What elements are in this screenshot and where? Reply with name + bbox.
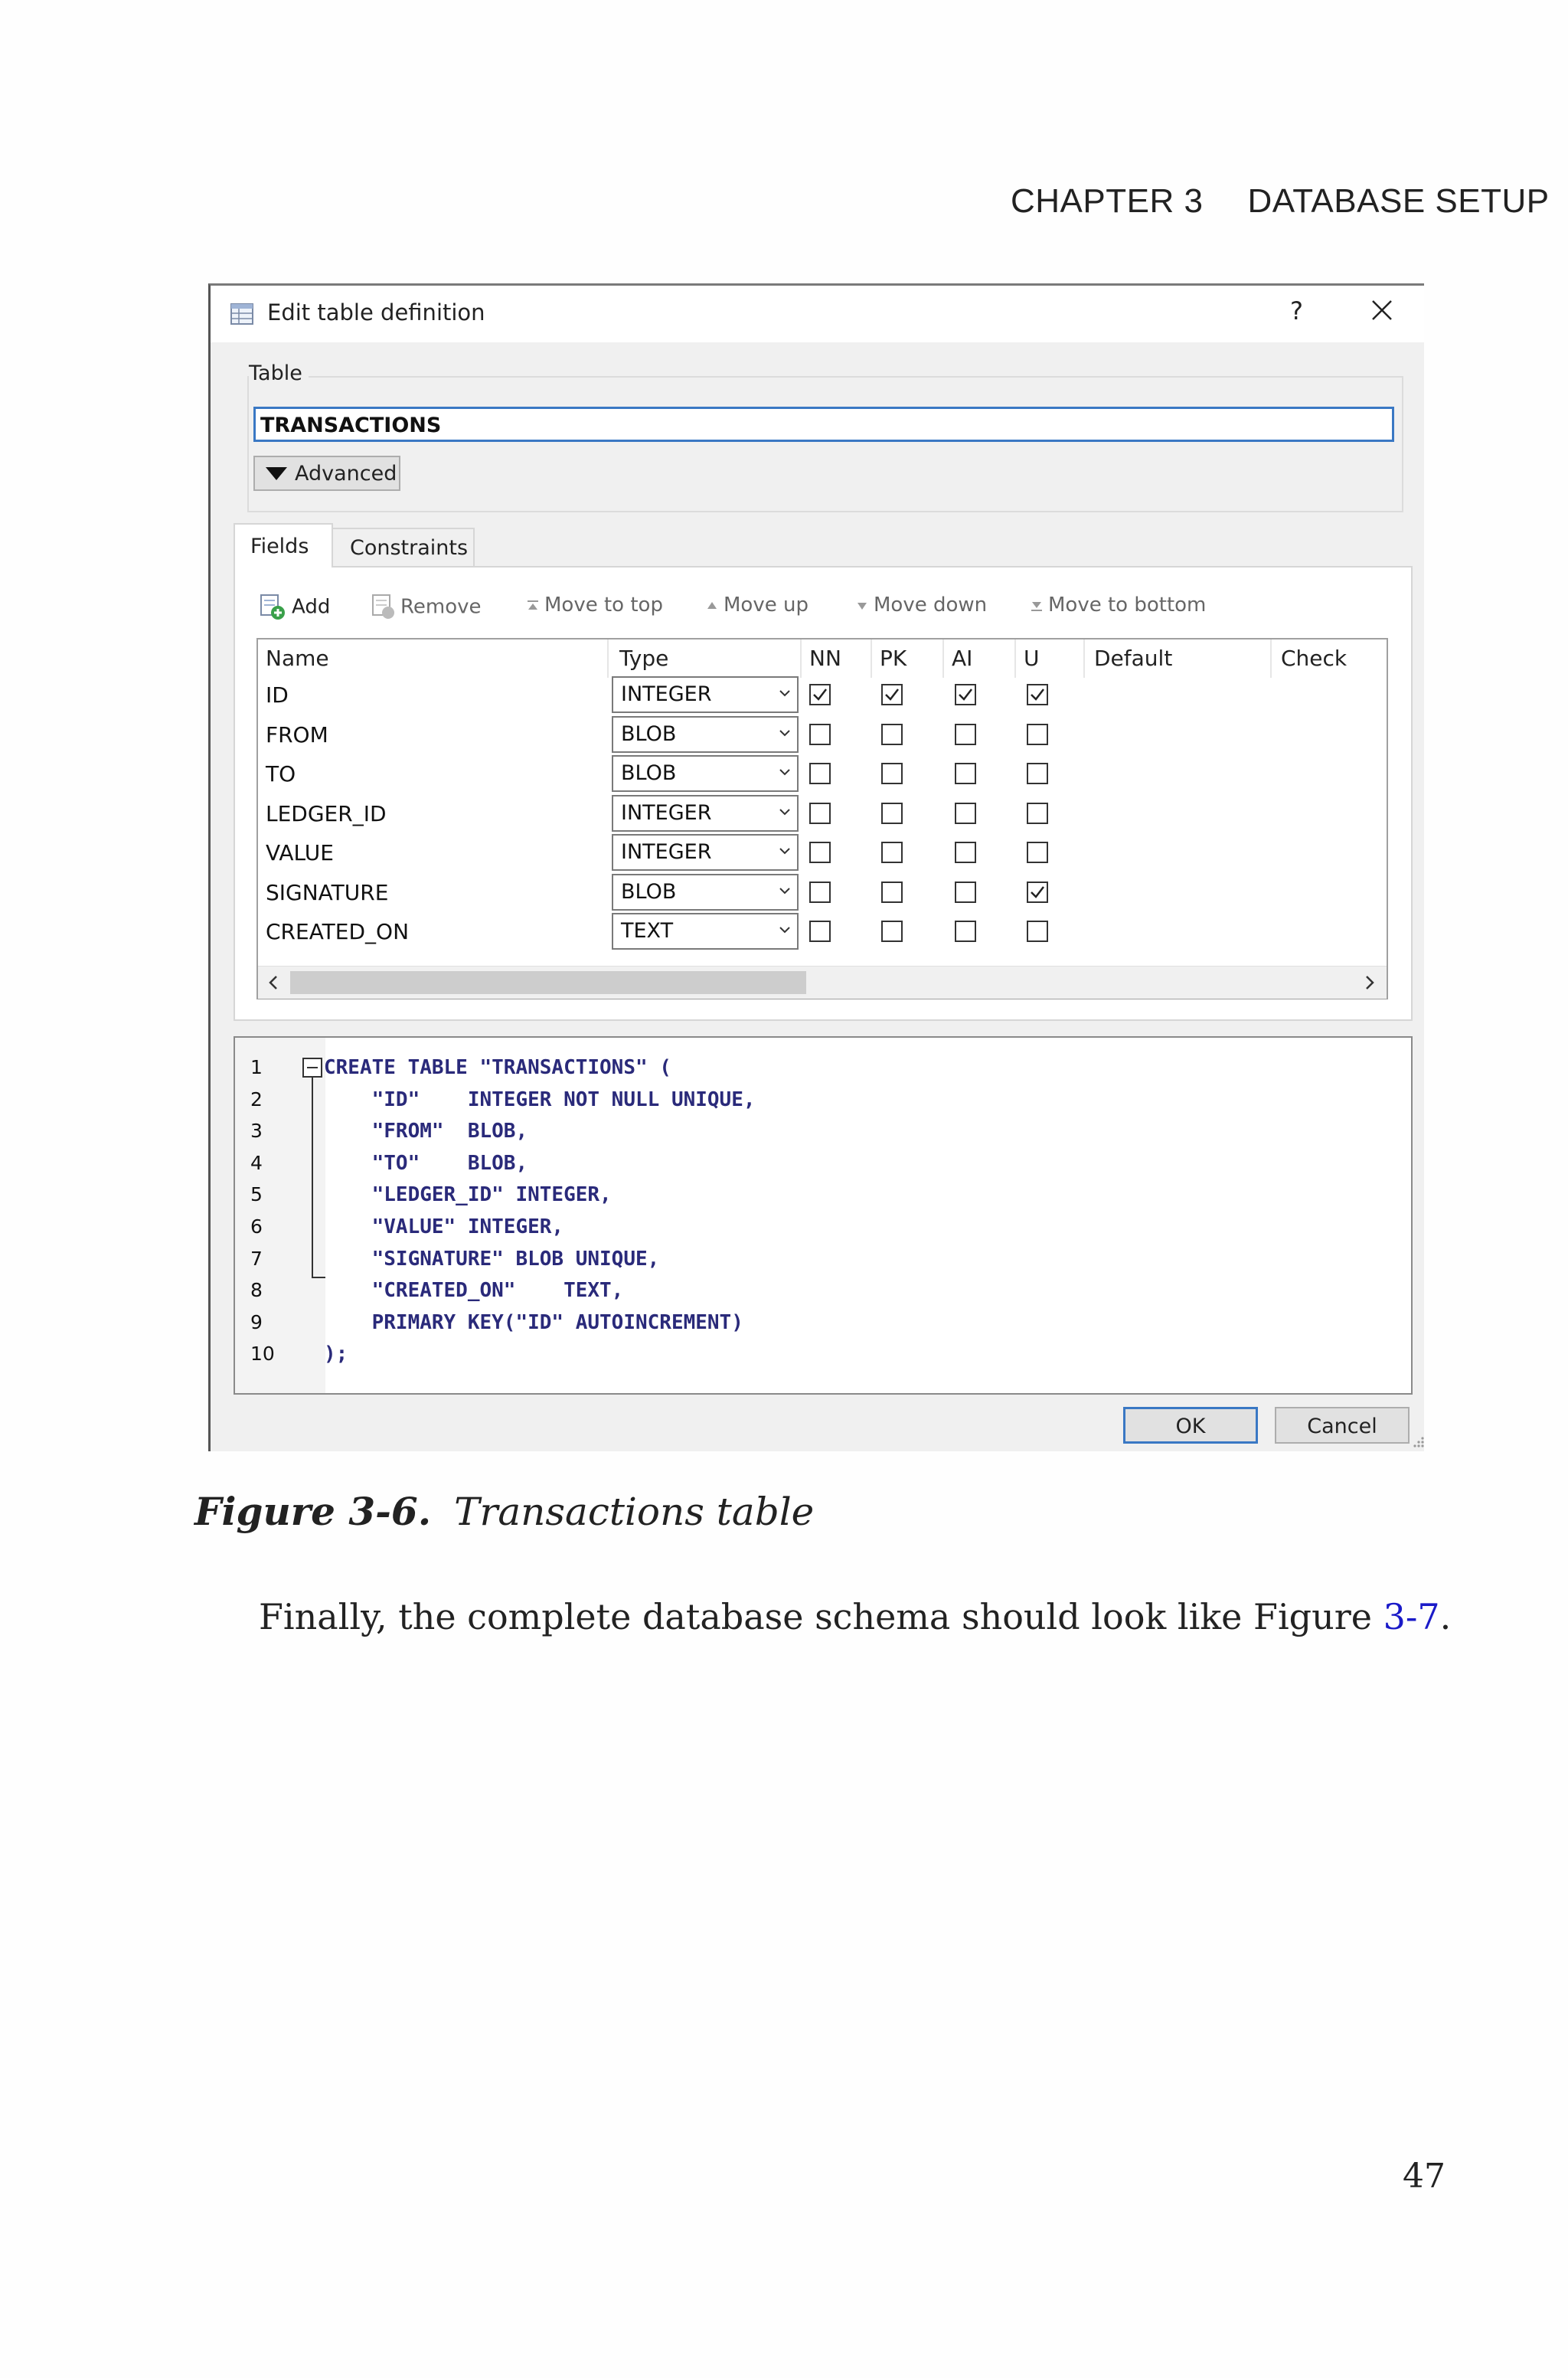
move-to-bottom-icon [1028,597,1045,614]
ai-checkbox[interactable] [955,763,976,784]
sql-code-line: PRIMARY KEY("ID" AUTOINCREMENT) [324,1310,743,1334]
check-icon [1028,685,1047,704]
close-icon[interactable] [1367,293,1397,327]
remove-field-icon [371,594,397,621]
scroll-left-icon[interactable] [266,974,281,991]
check-icon [956,685,975,704]
field-name-cell[interactable]: SIGNATURE [266,879,389,905]
figure-caption [194,1489,814,1534]
move-to-top-label: Move to top [544,594,663,617]
column-divider [871,639,872,678]
chevron-down-icon [779,806,791,818]
ok-button[interactable]: OK [1123,1407,1258,1444]
section-label: DATABASE SETUP [1247,182,1550,220]
table-name-input[interactable]: TRANSACTIONS [253,407,1394,442]
figure-title: Transactions table [454,1490,815,1534]
chevron-down-icon [779,766,791,778]
line-number: 1 [250,1056,263,1078]
resize-grip-icon[interactable] [1411,1434,1425,1448]
u-checkbox[interactable] [1027,803,1048,824]
field-type-value: INTEGER [621,800,712,825]
line-number: 6 [250,1215,263,1238]
sql-code-line: "FROM" BLOB, [324,1120,528,1143]
tab-constraints[interactable]: Constraints [333,528,475,568]
chevron-down-icon [779,687,791,699]
field-type-value: BLOB [621,761,677,785]
u-checkbox[interactable] [1027,763,1048,784]
u-checkbox[interactable] [1027,684,1048,705]
sql-code-line: "SIGNATURE" BLOB UNIQUE, [324,1247,660,1271]
sql-code-line: ); [324,1343,348,1366]
sql-code-line: "LEDGER_ID" INTEGER, [324,1183,612,1207]
column-divider [1270,639,1272,678]
remove-field-button[interactable] [371,594,482,621]
line-number: 2 [250,1088,263,1110]
field-type-value: TEXT [621,919,674,943]
column-header-check[interactable]: Check [1281,646,1348,671]
line-number: 8 [250,1279,263,1302]
table-groupbox [247,376,1403,512]
u-checkbox[interactable] [1027,921,1048,942]
column-divider [607,639,609,678]
help-button[interactable]: ? [1290,296,1303,325]
tab-fields[interactable]: Fields [234,523,333,568]
scrollbar-thumb[interactable] [290,971,806,994]
column-header-nn[interactable]: NN [809,646,841,671]
field-name-cell[interactable]: ID [266,682,289,708]
scroll-right-icon[interactable] [1362,974,1377,991]
sql-code-line: CREATE TABLE "TRANSACTIONS" ( [324,1056,671,1079]
nn-checkbox[interactable] [809,803,831,824]
pk-checkbox[interactable] [881,724,903,745]
field-type-value: INTEGER [621,840,712,864]
ai-checkbox[interactable] [955,842,976,863]
ai-checkbox[interactable] [955,921,976,942]
column-header-name[interactable]: Name [266,646,329,671]
u-checkbox[interactable] [1027,882,1048,903]
column-header-ai[interactable]: AI [952,646,973,671]
chapter-label: CHAPTER 3 [1011,182,1204,220]
u-checkbox[interactable] [1027,842,1048,863]
remove-label: Remove [400,595,482,619]
table-icon [230,303,253,325]
move-down-label: Move down [874,594,988,617]
field-name-cell[interactable]: CREATED_ON [266,919,410,944]
pk-checkbox[interactable] [881,763,903,784]
column-header-u[interactable]: U [1024,646,1040,671]
figure-reference-link[interactable]: 3-7 [1383,1596,1440,1637]
nn-checkbox[interactable] [809,684,831,705]
line-number: 5 [250,1183,263,1206]
pk-checkbox[interactable] [881,882,903,903]
fold-guide-end [312,1277,325,1278]
line-number: 9 [250,1310,263,1333]
ai-checkbox[interactable] [955,684,976,705]
check-icon [1028,883,1047,901]
pk-checkbox[interactable] [881,803,903,824]
ai-checkbox[interactable] [955,803,976,824]
line-number: 7 [250,1247,263,1270]
move-up-icon [704,597,720,614]
figure-number: Figure 3-6. [194,1489,432,1534]
dialog-title: Edit table definition [267,299,485,325]
chevron-down-icon [779,885,791,897]
nn-checkbox[interactable] [809,921,831,942]
column-divider [1014,639,1016,678]
fold-guide-line [312,1078,313,1278]
sql-code-line: "CREATED_ON" TEXT, [324,1279,624,1303]
ai-checkbox[interactable] [955,882,976,903]
column-divider [1083,639,1085,678]
nn-checkbox[interactable] [809,763,831,784]
pk-checkbox[interactable] [881,921,903,942]
check-icon [811,685,829,704]
field-type-select[interactable] [612,913,799,950]
column-divider [942,639,944,678]
move-to-bottom-label: Move to bottom [1048,594,1207,617]
add-label: Add [292,595,331,619]
column-divider [800,639,802,678]
pk-checkbox[interactable] [881,842,903,863]
nn-checkbox[interactable] [809,724,831,745]
add-field-icon [260,594,289,621]
table-group-label: Table [249,361,309,385]
move-up-label: Move up [724,594,808,617]
nn-checkbox[interactable] [809,882,831,903]
body-paragraph [259,1596,1451,1637]
field-type-select[interactable] [612,676,799,713]
move-to-bottom-button[interactable] [1028,594,1206,617]
field-type-select[interactable] [612,834,799,871]
move-down-button[interactable] [854,594,987,617]
field-type-select[interactable] [612,874,799,911]
nn-checkbox[interactable] [809,842,831,863]
move-to-top-button[interactable] [524,594,663,617]
field-type-value: BLOB [621,721,677,746]
sql-code-line: "TO" BLOB, [324,1151,528,1175]
u-checkbox[interactable] [1027,724,1048,745]
column-header-pk[interactable]: PK [880,646,907,671]
field-name-cell[interactable]: LEDGER_ID [266,800,387,826]
field-type-select[interactable] [612,795,799,832]
sql-code-line: "VALUE" INTEGER, [324,1215,564,1238]
field-type-value: INTEGER [621,682,712,706]
line-number: 10 [250,1343,275,1366]
dialog-titlebar [211,286,1424,342]
ai-checkbox[interactable] [955,724,976,745]
pk-checkbox[interactable] [881,684,903,705]
field-type-select[interactable] [612,755,799,792]
column-header-default[interactable]: Default [1094,646,1173,671]
field-name-cell[interactable]: VALUE [266,840,334,865]
line-number: 4 [250,1151,263,1174]
field-name-cell[interactable]: TO [266,761,296,787]
horizontal-scrollbar[interactable] [258,966,1387,999]
body-text-before: Finally, the complete database schema should look like Figure [259,1596,1383,1637]
move-to-top-icon [524,597,541,614]
line-number: 3 [250,1120,263,1143]
field-name-cell[interactable]: FROM [266,721,328,747]
body-text-after: . [1439,1596,1452,1637]
add-field-button[interactable] [260,594,330,621]
move-down-icon [854,597,871,614]
chevron-down-icon [779,845,791,857]
fold-collapse-icon[interactable] [302,1058,322,1078]
advanced-label: Advanced [295,462,397,486]
chevron-down-icon [779,924,791,936]
triangle-down-icon [266,467,287,480]
page-number: 47 [1403,2157,1446,2196]
chevron-down-icon [779,727,791,739]
move-up-button[interactable] [704,594,808,617]
field-type-select[interactable] [612,716,799,753]
running-header [1011,182,1550,221]
column-header-type[interactable]: Type [619,646,669,671]
advanced-button[interactable] [253,456,400,491]
check-icon [883,685,901,704]
edit-table-dialog [208,283,1424,1451]
field-type-value: BLOB [621,879,677,904]
cancel-button[interactable]: Cancel [1275,1407,1410,1444]
sql-code-line: "ID" INTEGER NOT NULL UNIQUE, [324,1088,756,1111]
